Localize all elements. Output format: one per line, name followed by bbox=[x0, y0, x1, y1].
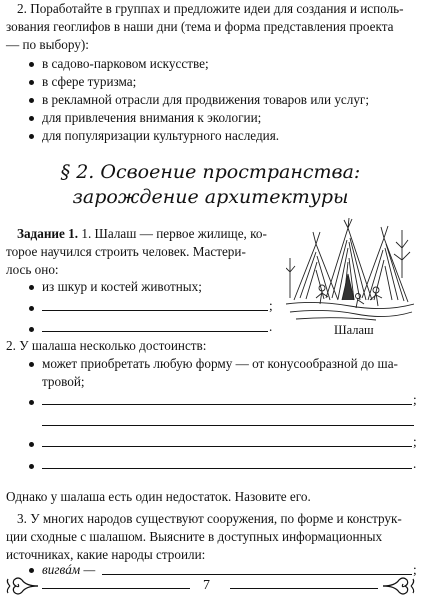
bullet-icon bbox=[29, 285, 34, 290]
bullet-icon bbox=[29, 568, 34, 573]
hut-illustration bbox=[286, 218, 414, 322]
intro-item-5: для популяризации культурного наследия. bbox=[42, 128, 280, 143]
bullet-icon bbox=[29, 116, 34, 121]
answer-line[interactable] bbox=[42, 404, 412, 405]
bullet-icon bbox=[29, 442, 34, 447]
bullet-icon bbox=[29, 464, 34, 469]
task1b-item-1-line-2: тровой; bbox=[42, 374, 85, 389]
answer-line[interactable] bbox=[42, 310, 268, 311]
footer-rule-left bbox=[42, 588, 190, 589]
answer-line[interactable] bbox=[42, 468, 412, 469]
punctuation: . bbox=[269, 319, 273, 334]
bullet-icon bbox=[29, 362, 34, 367]
punctuation: ; bbox=[413, 392, 417, 407]
punctuation: ; bbox=[413, 562, 417, 577]
bullet-icon bbox=[29, 400, 34, 405]
task1-line-2: торое научился строить человек. Мастери- bbox=[6, 244, 246, 259]
bullet-icon bbox=[29, 62, 34, 67]
task3-line-3: источниках, какие народы строили: bbox=[6, 547, 206, 562]
bullet-icon bbox=[29, 98, 34, 103]
task3-line-1: 3. У многих народов существуют сооружения, по форме и конструк- bbox=[17, 511, 402, 526]
section-title-line-2: зарождение архитектуры bbox=[72, 186, 349, 208]
punctuation: ; bbox=[269, 298, 273, 313]
punctuation: . bbox=[413, 456, 417, 471]
answer-line[interactable] bbox=[42, 331, 268, 332]
intro-item-4: для привлечения внимания к экологии; bbox=[42, 110, 262, 125]
page-number: 7 bbox=[203, 578, 210, 593]
intro-line-2: зования геоглифов в наши дни (тема и форма представления проекта bbox=[6, 19, 394, 34]
task1b-item-1-line-1: может приобретать любую форму — от конусообразной до ша- bbox=[42, 356, 398, 371]
answer-line[interactable] bbox=[42, 425, 414, 426]
task1-item-1: из шкур и костей животных; bbox=[42, 279, 202, 294]
task1-label: Задание 1. bbox=[17, 226, 79, 241]
intro-item-2: в сфере туризма; bbox=[42, 74, 137, 89]
intro-item-3: в рекламной отрасли для продвижения товаров или услуг; bbox=[42, 92, 370, 107]
intro-line-3: — по выбору): bbox=[6, 37, 89, 52]
task3-item-1: вигвáм — bbox=[42, 562, 96, 577]
task1c-question: Однако у шалаша есть один недостаток. Назовите его. bbox=[6, 489, 311, 504]
right-ornament-icon bbox=[381, 576, 417, 596]
bullet-icon bbox=[29, 306, 34, 311]
illustration-caption: Шалаш bbox=[334, 323, 374, 337]
intro-line-1: 2. Поработайте в группах и предложите идеи для создания и исполь- bbox=[17, 1, 404, 16]
task1b-line-1: 2. У шалаша несколько достоинств: bbox=[6, 338, 207, 353]
punctuation: ; bbox=[413, 434, 417, 449]
task1-line-3: лось оно: bbox=[6, 262, 59, 277]
bullet-icon bbox=[29, 327, 34, 332]
task3-line-2: ции сходные с шалашом. Выясните в доступных информационных bbox=[6, 529, 383, 544]
task1-line-1 bbox=[17, 225, 267, 243]
answer-line[interactable] bbox=[102, 574, 412, 575]
answer-line[interactable] bbox=[42, 446, 412, 447]
intro-item-1: в садово-парковом искусстве; bbox=[42, 56, 209, 71]
task1-line-1-text: 1. Шалаш — первое жилище, ко- bbox=[78, 226, 267, 241]
left-ornament-icon bbox=[4, 576, 40, 596]
section-title-line-1: § 2. Освоение пространства: bbox=[60, 161, 361, 183]
bullet-icon bbox=[29, 80, 34, 85]
bullet-icon bbox=[29, 134, 34, 139]
footer-rule-right bbox=[230, 588, 378, 589]
